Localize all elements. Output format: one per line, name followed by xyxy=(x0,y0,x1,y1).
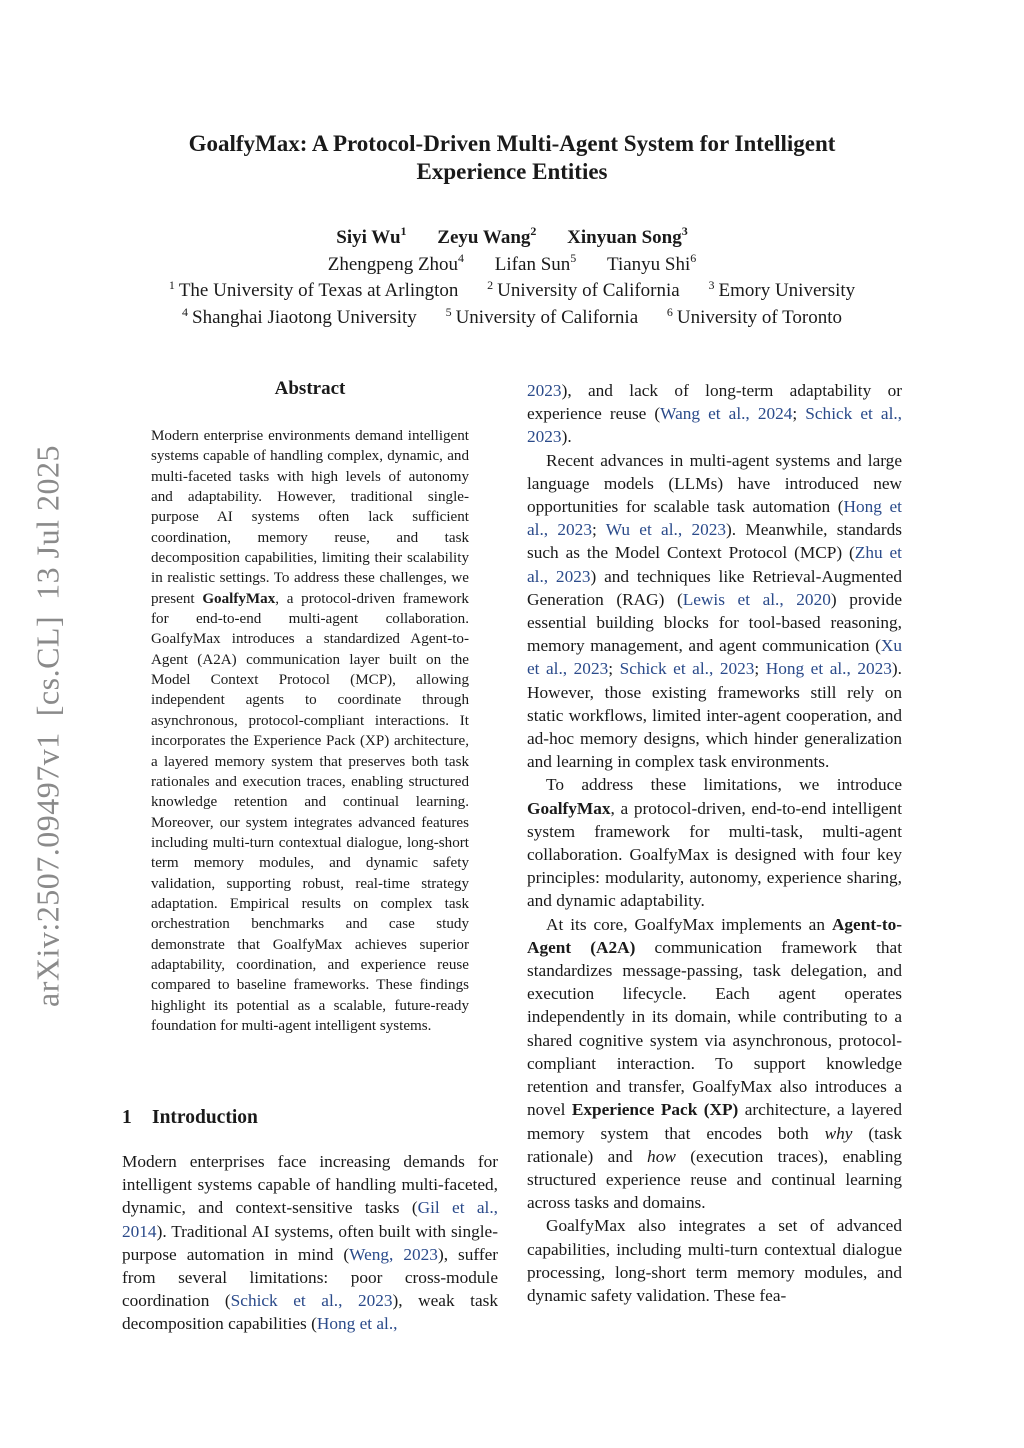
affiliation: $^3$ Emory University xyxy=(708,278,856,302)
author: Siyi Wu$^1$ xyxy=(336,224,407,249)
abstract-heading: Abstract xyxy=(274,378,346,399)
citation-link[interactable]: Weng, 2023 xyxy=(349,1244,438,1264)
arxiv-date: 13 Jul 2025 xyxy=(29,445,66,600)
title-line-1: GoalfyMax: A Protocol-Driven Multi-Agent System for Intelligent xyxy=(188,131,836,156)
author: Xinyuan Song$^3$ xyxy=(567,224,688,249)
intro-right-column xyxy=(527,379,902,1307)
citation-link[interactable]: Hong et al., 2023 xyxy=(527,497,902,540)
citation-link[interactable]: Zhu et al., 2023 xyxy=(527,543,902,586)
affiliations-row-2 xyxy=(100,299,924,331)
affiliation: $^2$ University of California xyxy=(487,278,680,302)
abstract-body: Modern enterprise environments demand intelligent systems capable of handling complex, dynamic, and multi-faceted tasks with high levels of autonomy and adaptability. However, traditional single-purpose AI systems often lack sufficient coordination, memory reuse, and task decomposition capabilities, limiting their scalability in realistic settings. To address these challenges, we present GoalfyMax, a protocol-driven framework for end-to-end multi-agent collaboration. GoalfyMax introduces a standardized Agent-to-Agent (A2A) communication layer built on the Model Context Protocol (MCP), allowing independent agents to coordinate through asynchronous, protocol-compliant interactions. It incorporates the Experience Pack (XP) architecture, a layered memory system that preserves both task rationales and execution traces, enabling structured knowledge retention and continual learning. Moreover, our system integrates advanced features including multi-turn contextual dialogue, long-short term memory modules, and dynamic safety validation, supporting robust, real-time strategy adaptation. Empirical results on complex task orchestration benchmarks and case study demonstrate that GoalfyMax achieves superior adaptability, coordination, and experience reuse compared to baseline frameworks. These findings highlight its potential as a scalable, future-ready foundation for multi-agent intelligent systems. xyxy=(151,428,469,1034)
citation-link[interactable]: Schick et al., 2023 xyxy=(230,1291,393,1311)
citation-link[interactable]: 2023 xyxy=(527,381,562,400)
author: Tianyu Shi$^6$ xyxy=(607,251,697,276)
citation-link[interactable]: Schick et al., 2023 xyxy=(527,404,903,447)
paragraph: To address these limitations, we introduce GoalfyMax, a protocol-driven, end-to-end intelligent system framework for multi-task, multi-agent collaboration. GoalfyMax is designed with four key principles: modularity, autonomy, experience sharing, and dynamic adaptability. xyxy=(527,775,902,911)
arxiv-stamp xyxy=(30,437,67,1015)
affiliation: $^5$ University of California xyxy=(445,305,639,329)
section-heading xyxy=(122,1107,258,1129)
citation-link[interactable]: Gil et al., 2014 xyxy=(122,1198,498,1241)
paragraph: Recent advances in multi-agent systems and large language models (LLMs) have introduced new opportunities for scalable task automation (Hong et al., 2023; Wu et al., 2023). Meanwhile, standards such as the Model Context Protocol (MCP) (Zhu et al., 2023) and techniques like Retrieval-Augmented Generation (RAG) (Lewis et al., 2020) provide essential building blocks for tool-based reasoning, memory management, and agent communication (Xu et al., 2023; Schick et al., 2023; Hong et al., 2023). However, those existing frameworks still rely on static workflows, limited inter-agent cooperation, and ad-hoc memory designs, which hinder generalization and learning in complex task environments. xyxy=(527,450,903,772)
citation-link[interactable]: Schick et al., 2023 xyxy=(619,659,755,679)
affiliation: $^1$ The University of Texas at Arlington xyxy=(168,278,459,302)
section-title: Introduction xyxy=(152,1107,258,1128)
citation-link[interactable]: Lewis et al., 2020 xyxy=(682,589,831,609)
citation-link[interactable]: Wang et al., 2024 xyxy=(660,404,793,424)
paragraph: Modern enterprises face increasing demands for intelligent systems capable of handling multi-faceted, dynamic, and context-sensitive tasks (Gil et al., 2014). Traditional AI systems, often built with single-purpose automation in mind (Weng, 2023), suffer from several limitations: poor cross-module coordination (Schick et al., 2023), weak task decomposition capabilities (Hong et al., xyxy=(122,1152,498,1334)
arxiv-sidebar xyxy=(4,436,92,1016)
arxiv-category: [cs.CL] xyxy=(29,615,66,717)
affiliation: $^6$ University of Toronto xyxy=(666,305,842,329)
paragraph: At its core, GoalfyMax implements an Agent-to-Agent (A2A) communication framework that standardizes message-passing, task delegation, and execution lifecycle. Each agent operates independently in its domain, while contributing to a shared cognitive system via asynchronous, protocol-compliant interaction. To support knowledge retention and transfer, GoalfyMax also introduces a novel Experience Pack (XP) architecture, a layered memory system that encodes both why (task rationale) and how (execution traces), enabling structured experience reuse and continual learning across tasks and domains. xyxy=(527,914,903,1213)
citation-link[interactable]: Hong et al., 2023 xyxy=(765,659,892,679)
affiliation: $^4$ Shanghai Jiaotong University xyxy=(182,305,417,329)
author: Lifan Sun$^5$ xyxy=(494,251,577,276)
paragraph: 2023), and lack of long-term adaptability or experience reuse (Wang et al., 2024; Schick et al., 2023). xyxy=(527,381,903,447)
title-line-2: Experience Entities xyxy=(416,159,608,184)
citation-link[interactable]: Wu et al., 2023 xyxy=(605,520,727,540)
arxiv-id: arXiv:2507.09497v1 xyxy=(29,732,66,1007)
author: Zhengpeng Zhou$^4$ xyxy=(327,251,465,276)
author: Zeyu Wang$^2$ xyxy=(437,224,537,249)
paragraph: GoalfyMax also integrates a set of advanced capabilities, including multi-turn contextual dialogue processing, long-short term memory modules, and dynamic safety validation. These fea- xyxy=(527,1216,902,1305)
citation-link[interactable]: Xu et al., 2023 xyxy=(527,636,902,679)
intro-left-column xyxy=(122,1150,498,1336)
paper-title xyxy=(100,130,924,186)
citation-link[interactable]: Hong et al., xyxy=(316,1314,398,1334)
section-number: 1 xyxy=(122,1107,132,1128)
